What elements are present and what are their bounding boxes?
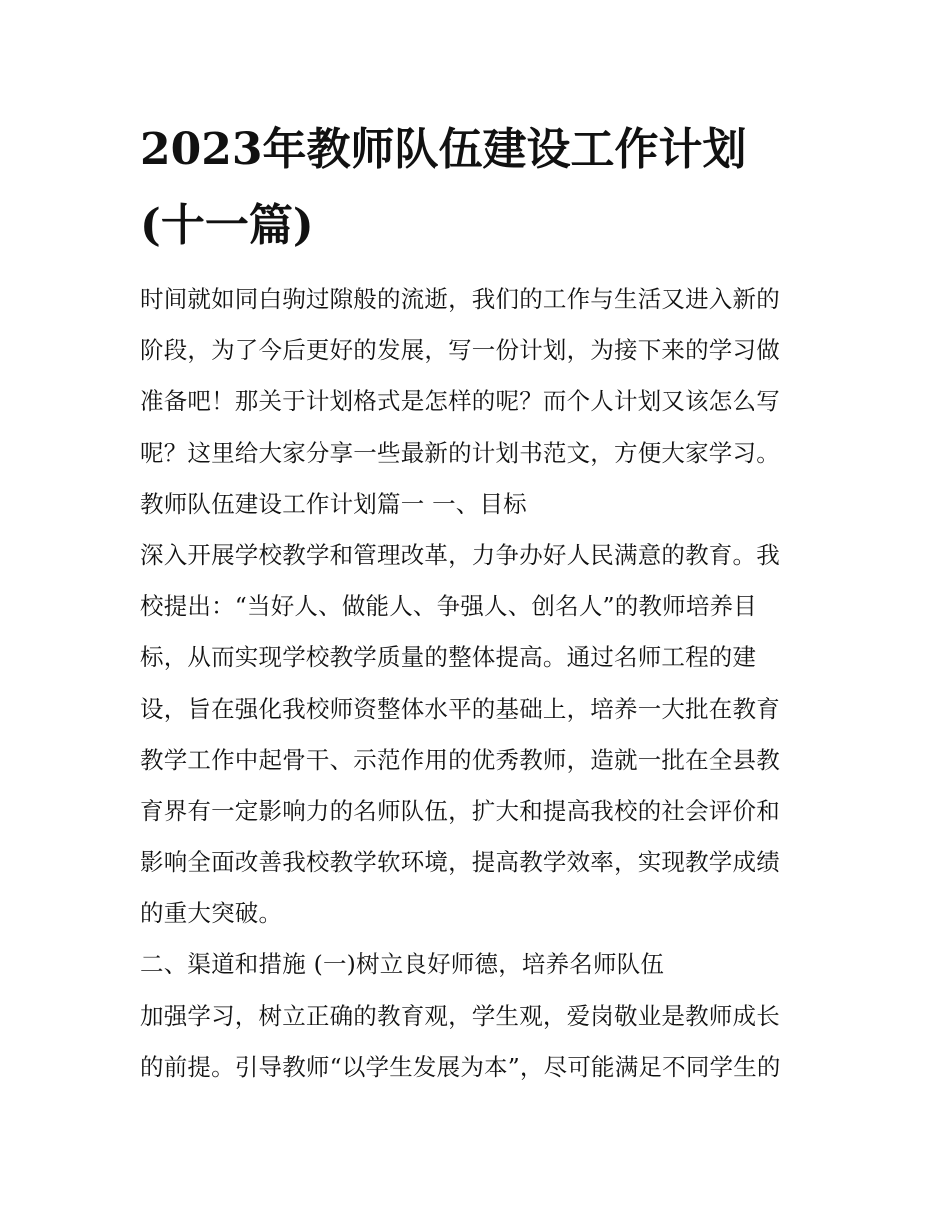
body-line-15: 加强学习，树立正确的教育观，学生观，爱岗敬业是教师成长 [140, 1001, 780, 1030]
body-line-1: 时间就如同白驹过隙般的流逝，我们的工作与生活又进入新的 [140, 285, 780, 313]
body-line-2: 阶段，为了今后更好的发展，写一份计划，为接下来的学习做 [140, 336, 780, 365]
title-line-2: (十一篇) [140, 200, 314, 251]
section-heading-1: 教师队伍建设工作计划篇一 一、目标 [140, 489, 527, 518]
body-line-10: 教学工作中起骨干、示范作用的优秀教师，造就一批在全县教 [140, 745, 780, 774]
body-line-4: 呢？这里给大家分享一些最新的计划书范文，方便大家学习。 [140, 438, 780, 467]
body-line-7: 校提出：“当好人、做能人、争强人、创名人”的教师培养目 [140, 592, 757, 621]
body-line-3: 准备吧！那关于计划格式是怎样的呢？而个人计划又该怎么写 [140, 387, 780, 416]
body-line-13: 的重大突破。 [140, 899, 283, 928]
body-line-12: 影响全面改善我校教学软环境，提高教学效率，实现教学成绩 [140, 848, 780, 877]
body-line-16: 的前提。引导教师“以学生发展为本”，尽可能满足不同学生的 [140, 1052, 781, 1081]
section-heading-2: 二、渠道和措施 (一)树立良好师德，培养名师队伍 [140, 950, 665, 979]
document-body [140, 274, 830, 1093]
body-line-9: 设，旨在强化我校师资整体水平的基础上，培养一大批在教育 [140, 694, 780, 723]
body-line-8: 标，从而实现学校教学质量的整体提高。通过名师工程的建 [140, 643, 757, 672]
body-line-11: 育界有一定影响力的名师队伍，扩大和提高我校的社会评价和 [140, 796, 780, 825]
document-title [140, 112, 840, 264]
body-line-6: 深入开展学校教学和管理改革，力争办好人民满意的教育。我 [140, 540, 780, 569]
title-line-1: 2023年教师队伍建设工作计划 [140, 124, 747, 175]
